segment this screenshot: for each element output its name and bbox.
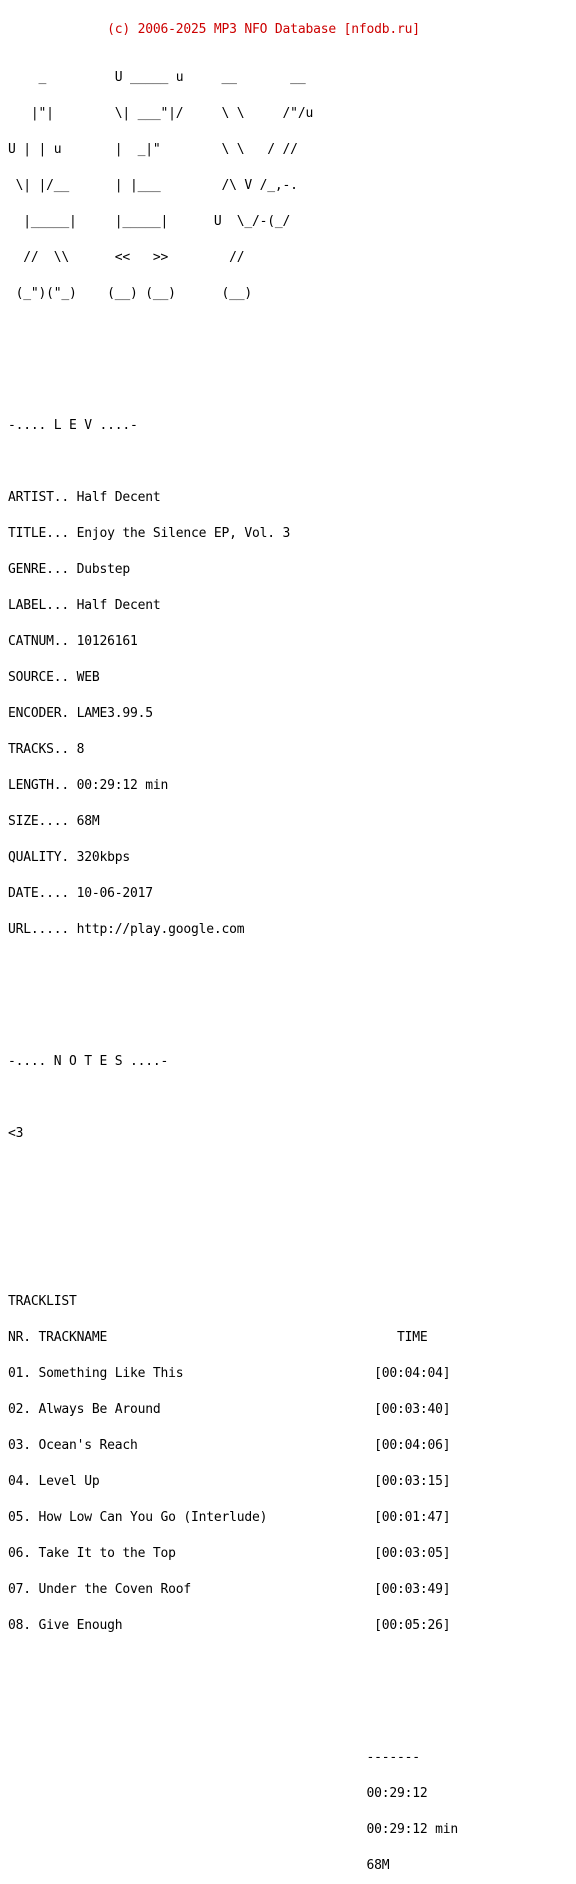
logo-art-line: // \\ << >> //: [8, 250, 245, 265]
logo-art-line: |"| \| ___"|/ \ \ /"/u: [8, 106, 314, 121]
totals-separator: -------: [8, 1750, 420, 1765]
track-row: 04. Level Up [00:03:15]: [8, 1474, 451, 1489]
release-field-catnum: CATNUM.. 10126161: [8, 634, 138, 649]
logo-art-line: \| |/__ | |___ /\ V /_,-.: [8, 178, 298, 193]
track-row: 05. How Low Can You Go (Interlude) [00:01:47]: [8, 1510, 451, 1525]
release-field-source: SOURCE.. WEB: [8, 670, 100, 685]
totals-size: 68M: [8, 1858, 390, 1873]
track-row: 07. Under the Coven Roof [00:03:49]: [8, 1582, 451, 1597]
totals-length: 00:29:12 min: [8, 1822, 458, 1837]
track-row: 08. Give Enough [00:05:26]: [8, 1618, 451, 1633]
tracklist-columns-header: NR. TRACKNAME TIME: [8, 1330, 428, 1345]
release-field-quality: QUALITY. 320kbps: [8, 850, 131, 865]
release-field-genre: GENRE... Dubstep: [8, 562, 131, 577]
release-field-url: URL..... http://play.google.com: [8, 922, 245, 937]
logo-art-line: |_____| |_____| U \_/-(_/: [8, 214, 291, 229]
release-field-length: LENGTH.. 00:29:12 min: [8, 778, 169, 793]
blank-line: [8, 1704, 458, 1716]
logo-art-line: _ U _____ u __ __: [8, 70, 306, 85]
blank-line: [8, 1008, 458, 1020]
blank-line: [8, 1248, 458, 1260]
tracklist-heading: TRACKLIST: [8, 1294, 77, 1309]
nfo-document: [8, 0, 458, 1884]
blank-line: [8, 1212, 458, 1224]
blank-line: [8, 1668, 458, 1680]
logo-art-line: (_")("_) (__) (__) (__): [8, 286, 253, 301]
release-section-heading: -.... L E V ....-: [8, 418, 138, 433]
track-row: 06. Take It to the Top [00:03:05]: [8, 1546, 451, 1561]
release-field-date: DATE.... 10-06-2017: [8, 886, 153, 901]
blank-line: [8, 336, 458, 348]
track-row: 03. Ocean's Reach [00:04:06]: [8, 1438, 451, 1453]
notes-body: <3: [8, 1126, 24, 1141]
release-field-tracks: TRACKS.. 8: [8, 742, 85, 757]
blank-line: [8, 1176, 458, 1188]
blank-line: [8, 456, 458, 468]
blank-line: [8, 372, 458, 384]
logo-art-line: U | | u | _|" \ \ / //: [8, 142, 298, 157]
release-field-artist: ARTIST.. Half Decent: [8, 490, 161, 505]
release-field-size: SIZE.... 68M: [8, 814, 100, 829]
notes-section-heading: -.... N O T E S ....-: [8, 1054, 169, 1069]
release-field-encoder: ENCODER. LAME3.99.5: [8, 706, 153, 721]
blank-line: [8, 972, 458, 984]
release-field-label: LABEL... Half Decent: [8, 598, 161, 613]
blank-line: [8, 1092, 458, 1104]
track-row: 02. Always Be Around [00:03:40]: [8, 1402, 451, 1417]
nfo-header-copyright: (c) 2006-2025 MP3 NFO Database [nfodb.ru]: [8, 22, 420, 37]
track-row: 01. Something Like This [00:04:04]: [8, 1366, 451, 1381]
release-field-title: TITLE... Enjoy the Silence EP, Vol. 3: [8, 526, 291, 541]
totals-time: 00:29:12: [8, 1786, 428, 1801]
